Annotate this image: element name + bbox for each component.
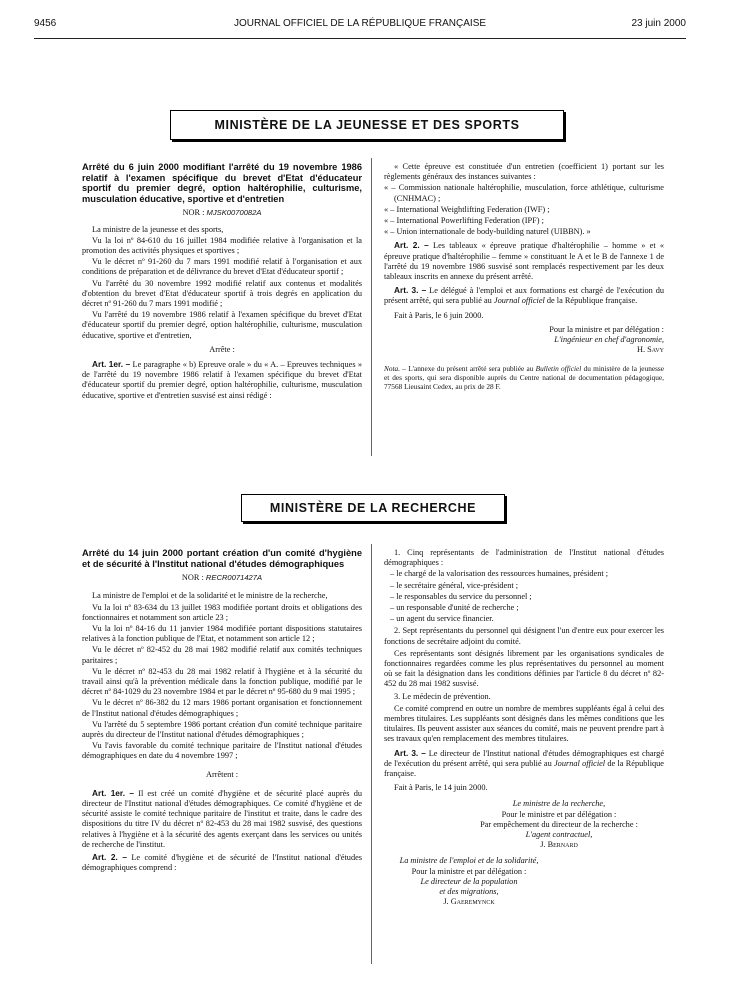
article-label: Art. 2. – [92, 852, 127, 863]
article-1 [82, 359, 362, 401]
list-item: – le responsables du service du personnel ; [390, 591, 532, 601]
composition-item-3: 3. Le médecin de prévention. [394, 691, 491, 701]
visa-paragraph: Vu l'arrêté du 19 novembre 1986 relatif à l'examen spécifique du brevet d'Etat d'éducateur sportif du premier degré, option haltérophilie, culturisme, musculation éducative, sportive et d'entretien, [82, 310, 362, 340]
ministry-name: MINISTÈRE DE LA JEUNESSE ET DES SPORTS [214, 118, 520, 132]
intro-line: La ministre de la jeunesse et des sports, [92, 224, 224, 234]
arretent-heading: Arrêtent : [205, 769, 239, 779]
signature-line [384, 856, 554, 866]
nor-label: NOR : [182, 208, 205, 218]
signature-block [384, 325, 664, 356]
nota-note [384, 365, 664, 391]
nota-label: Nota. [384, 364, 401, 374]
visa-paragraph: Vu la loi nº 83-634 du 13 juillet 1983 modifiée portant droits et obligations des fonctionnaires et notamment son article 23 ; [82, 602, 362, 622]
journal-officiel-ref: Journal officiel [554, 758, 606, 768]
signature-title: L'ingénieur en chef d'agronomie, [554, 335, 664, 345]
signature-line [384, 335, 664, 345]
visa-paragraph: Vu l'arrêté du 5 septembre 1986 portant création d'un comité technique paritaire auprès du directeur de l'Institut national d'études démographiques ; [82, 719, 362, 740]
quote-intro: « Cette épreuve est constituée d'un entretien (coefficient 1) portant sur les règlements généraux des instances suivantes : [384, 162, 664, 182]
article-text-end: de la République française. [546, 296, 638, 306]
decree-title: Arrêté du 14 juin 2000 portant création d'un comité d'hygiène et de sécurité à l'Institut national d'études démographiques [82, 548, 362, 569]
nota-text-end: du ministère de la jeunesse et des sports, qui sera disponible auprès du Centre national de documentation pédagogique, 77568 Lieusaint Cedex, au prix de 28 F. [384, 364, 664, 392]
visa-paragraph: Vu le décret nº 91-260 du 7 mars 1991 modifié relatif à l'organisation et aux conditions de préparation et de délivrance du brevet d'Etat d'éducateur sportif ; [82, 257, 362, 277]
column-divider [371, 158, 372, 456]
section2-left-column [82, 548, 362, 874]
done-at: Fait à Paris, le 6 juin 2000. [394, 310, 484, 320]
nor-label: NOR : [181, 573, 204, 583]
signature-title: Le ministre de la recherche, [512, 799, 606, 809]
article-text-end: de la République française. [384, 758, 664, 779]
section1-left-column [82, 162, 362, 402]
arrete-heading: Arrête : [209, 344, 235, 354]
signatory-name: J. Bernard [540, 840, 578, 850]
signature-title: et des migrations, [439, 887, 499, 897]
signatory-name: J. Gaeremynck [443, 897, 495, 907]
article-text: Les tableaux « épreuve pratique d'haltérophilie – homme » et « épreuve pratique d'haltérophilie – femme » constituant le A et le B de l'annexe 1 de l'arrêté du 19 novembre 1986 susvisé sont remplacés respectivement par les deux tableaux inscrits en annexe du présent arrêté. [384, 241, 665, 282]
section2-right-column [384, 548, 664, 908]
composition-paragraph: Ces représentants sont désignés librement par les organisations syndicales de fonctionnaires regardées comme les plus représentatives du personnel au moment où se fait la désignation dans les conditions définies par l'article 8 du décret nº 82-452 du 28 mai 1982 susvisé. [384, 648, 664, 689]
visa-paragraph: Vu le décret nº 82-452 du 28 mai 1982 modifié relatif aux comités techniques paritaires ; [82, 645, 362, 665]
ministry-banner-youth-sports [170, 110, 564, 140]
list-item: – un responsable d'unité de recherche ; [390, 603, 519, 613]
signature-title: L'agent contractuel, [525, 830, 593, 840]
article-2 [384, 240, 664, 282]
nor-code: MJSK0070082A [206, 208, 262, 218]
nota-text: – L'annexe du présent arrêté sera publiée au [400, 364, 534, 374]
nor-reference [82, 573, 362, 583]
article-text: Le directeur de l'Institut national d'études démographiques est chargé de l'exécution du présent arrêté, qui sera publié au [384, 748, 665, 768]
issue-date: 23 juin 2000 [631, 18, 686, 29]
list-item: – un agent du service financier. [390, 614, 494, 624]
composition-item-2: 2. Sept représentants du personnel qui désignent l'un d'entre eux pour exercer les fonctions de secrétaire adjoint du comité. [384, 626, 664, 646]
signature-line: Par empêchement du directeur de la recherche : [480, 819, 638, 829]
list-item: « – Union internationale de body-building naturel (UIBBN). » [384, 227, 591, 237]
intro-line: La ministre de l'emploi et de la solidarité et le ministre de la recherche, [92, 591, 328, 601]
article-text: Le délégué à l'emploi et aux formations est chargé de l'exécution du présent arrêté, qui sera publié au [384, 286, 665, 306]
signature-line: Pour la ministre et par délégation : [411, 866, 527, 876]
article-label: Art. 1er. – [92, 787, 135, 798]
column-divider [371, 544, 372, 964]
signature-line: Pour le ministre et par délégation : [501, 809, 617, 819]
list-item: « – Commission nationale haltérophilie, musculation, force athlétique, culturisme (CNHMAC) ; [384, 183, 664, 203]
article-2 [82, 852, 362, 873]
decree-title: Arrêté du 6 juin 2000 modifiant l'arrêté du 19 novembre 1986 relatif à l'examen spécifique du brevet d'Etat d'éducateur sportif du premier degré, option haltérophilie, culturisme, musculation éducative, sportive et d'entretien [82, 162, 362, 204]
page-number: 9456 [34, 18, 57, 29]
list-item: « – International Powerlifting Federation (IPF) ; [384, 216, 544, 226]
federation-list [384, 183, 664, 237]
header-rule [34, 38, 686, 39]
composition-paragraph: Ce comité comprend en outre un nombre de membres suppléants égal à celui des membres titulaires. Les suppléants sont désignés dans les mêmes conditions que les titulaires. Ils peuvent assister aux séances du comité, mais ne peuvent prendre part à ses travaux qu'en remplacement des membres titulaires. [384, 703, 664, 744]
article-label: Art. 2. – [394, 240, 429, 251]
signature-block-employment [384, 856, 554, 907]
signature-line: Pour la ministre et par délégation : [549, 324, 664, 334]
article-label: Art. 3. – [394, 747, 426, 758]
signature-line [384, 877, 554, 887]
journal-title: JOURNAL OFFICIEL DE LA RÉPUBLIQUE FRANÇAISE [233, 18, 487, 29]
article-1 [82, 788, 362, 850]
signature-line [454, 830, 664, 840]
visa-paragraph: Vu le décret nº 86-382 du 12 mars 1986 portant organisation et fonctionnement de l'Institut national d'études démographiques ; [82, 698, 362, 718]
signature-title: La ministre de l'emploi et de la solidarité, [399, 856, 539, 866]
signature-title: Le directeur de la population [420, 876, 518, 886]
page-header [34, 18, 686, 34]
list-item: « – International Weightlifting Federation (IWF) ; [384, 204, 550, 214]
signature-line [384, 887, 554, 897]
section1-right-column [384, 162, 664, 392]
article-label: Art. 3. – [394, 285, 427, 296]
signature-block-research [384, 799, 664, 850]
visa-paragraph: Vu la loi nº 84-610 du 16 juillet 1984 modifiée relative à l'organisation et la promotion des activités physiques et sportives ; [82, 235, 362, 255]
composition-item-1: 1. Cinq représentants de l'administration de l'Institut national d'études démographiques : [384, 548, 664, 568]
article-3 [384, 748, 664, 780]
nor-code: RECR0071427A [205, 573, 263, 583]
visa-paragraph: Vu la loi nº 84-16 du 11 janvier 1984 modifiée portant dispositions statutaires relatives à la fonction publique de l'Etat, et notamment son article 12 ; [82, 624, 362, 644]
visa-paragraph: Vu l'arrêté du 30 novembre 1992 modifié relatif aux contenus et modalités d'obtention du brevet d'Etat d'éducateur sportif à trois degrés en application du décret nº 91-260 du 7 mars 1991 modifié ; [82, 278, 362, 308]
article-text: Le comité d'hygiène et de sécurité de l'Institut national d'études démographiques comprend : [82, 853, 363, 873]
visa-paragraph: Vu le décret nº 82-453 du 28 mai 1982 relatif à l'hygiène et à la sécurité du travail ainsi qu'à la prévention médicale dans la fonction publique, modifié par le décret nº 84-1029 du 23 novembre 1984 et par le décret nº 95-680 du 9 mai 1995 ; [82, 666, 362, 697]
article-3 [384, 285, 664, 306]
ministry-banner-research [241, 494, 505, 522]
visa-paragraph: Vu l'avis favorable du comité technique paritaire de l'Institut national d'études démographiques en date du 4 novembre 1997 ; [82, 741, 362, 761]
article-text: Il est créé un comité d'hygiène et de sécurité placé auprès du directeur de l'Institut national d'études démographiques. Ce comité d'hygiène et de sécurité assiste le comité technique paritaire de l'institut et traite, dans le cadre des dispositions du titre IV du décret nº 82-453 du 28 mai 1982 susvisé, des questions relatives à l'hygiène et à la sécurité des agents exerçant dans les services ou unités de recherche de l'institut. [82, 788, 362, 849]
article-text: Le paragraphe « b) Epreuve orale » du « A. – Epreuves techniques » de l'arrêté du 19 novembre 1986 relatif à l'examen spécifique du brevet d'Etat d'éducateur sportif du premier degré, option haltérophilie, culturisme, musculation éducative, sportive et d'entretien susvisé est ainsi rédigé : [82, 360, 362, 400]
article-label: Art. 1er. – [92, 359, 131, 370]
signature-line [454, 799, 664, 809]
done-at: Fait à Paris, le 14 juin 2000. [394, 783, 488, 793]
list-item: – le chargé de la valorisation des ressources humaines, président ; [390, 569, 609, 579]
journal-officiel-ref: Journal officiel [493, 296, 545, 306]
ministry-name: MINISTÈRE DE LA RECHERCHE [269, 501, 477, 515]
list-item: – le secrétaire général, vice-président ; [390, 580, 519, 590]
signatory-name: H. Savy [637, 345, 664, 355]
administration-representatives-list [384, 569, 664, 624]
nor-reference [82, 208, 362, 218]
bulletin-officiel-ref: Bulletin officiel [535, 364, 582, 374]
